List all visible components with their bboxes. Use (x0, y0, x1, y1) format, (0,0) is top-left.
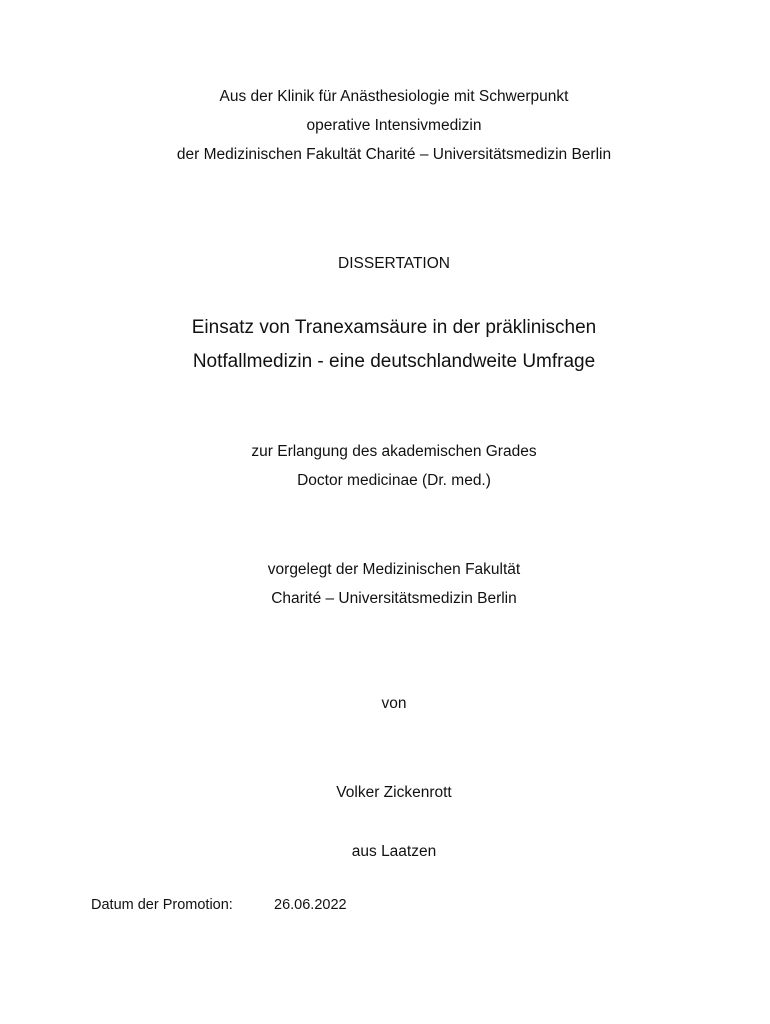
submitted-line-2: Charité – Universitätsmedizin Berlin (271, 590, 517, 607)
author-origin: aus Laatzen (351, 843, 437, 860)
author-name: Volker Zickenrott (336, 784, 452, 801)
by-label: von (381, 695, 407, 712)
submitted-line-1: vorgelegt der Medizinischen Fakultät (267, 561, 521, 578)
degree-line-2: Doctor medicinae (Dr. med.) (297, 472, 491, 489)
document-type: DISSERTATION (338, 255, 450, 272)
degree-line-1: zur Erlangung des akademischen Grades (251, 443, 537, 460)
institution-line-2: operative Intensivmedizin (306, 117, 482, 134)
title-line-2: Notfallmedizin - eine deutschlandweite Umfrage (192, 351, 596, 372)
institution-line-1: Aus der Klinik für Anästhesiologie mit Schwerpunkt (219, 88, 569, 105)
promotion-date-value: 26.06.2022 (274, 897, 347, 913)
institution-line-3: der Medizinischen Fakultät Charité – Universitätsmedizin Berlin (176, 146, 612, 163)
promotion-date-label: Datum der Promotion: (91, 897, 233, 913)
title-line-1: Einsatz von Tranexamsäure in der präklinischen (191, 317, 597, 338)
